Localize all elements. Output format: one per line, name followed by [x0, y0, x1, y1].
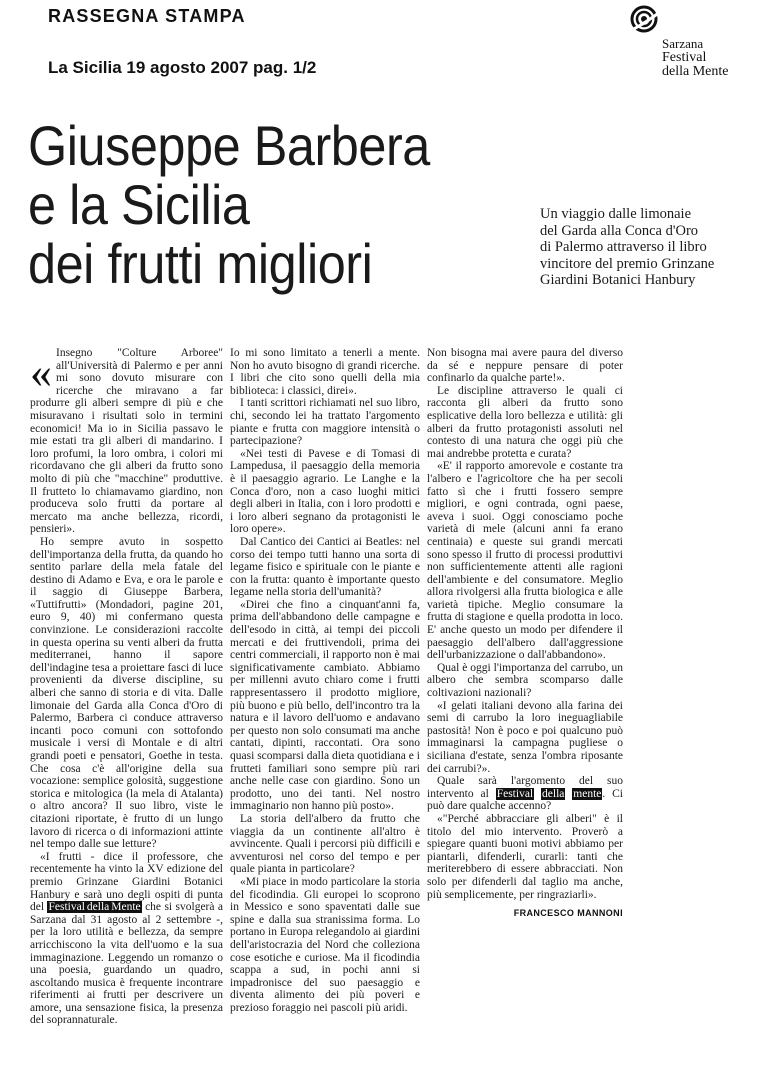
festival-highlight: Festival	[48, 901, 85, 914]
paragraph: I tanti scrittori richiamati nel suo libro, chi, secondo lei ha trattato l'argomento piante e frutta con maggiore intensità o partecipazione?	[230, 397, 420, 448]
paragraph: Quale sarà l'argomento del suo intervento al Festival della mente. Ci può dare qualche accenno?	[427, 775, 624, 813]
festival-highlight: Festival	[496, 787, 534, 800]
source-line: La Sicilia 19 agosto 2007 pag. 1/2	[48, 58, 317, 77]
spiral-icon	[622, 4, 666, 38]
paragraph: «E' il rapporto amorevole e costante tra l'albero e l'agricoltore che ha per secoli fatto sì che i frutti fossero sempre migliori, e ogni contrada, ogni paese, aveva i suoi. Oggi conosciamo poche varietà di mele (alcuni anni fa erano centinaia) e queste sui grandi mercati sono spesso il frutto di processi produttivi non sufficientemente attenti alle ragioni dell'ambiente e del consumatore. Meglio allora rivolgersi alla frutta biologica e alle varietà tipiche. Meglio consumare la frutta di stagione e quella prodotta in loco. E' anche questo un modo per difendere il paesaggio dell'albero dall'aggressione dell'urbanizzazione o dall'abbandono».	[427, 460, 623, 662]
article-title	[28, 116, 430, 293]
logo-line-festival: Festival	[662, 50, 707, 65]
paragraph: Io mi sono limitato a tenerli a mente. Non ho avuto bisogno di grandi ricerche. I libri che cito sono quelli della mia biblioteca: i classici, direi».	[230, 347, 420, 397]
paragraph: Qual è oggi l'importanza del carrubo, un albero che sembra scomparso dalle coltivazioni nazionali?	[427, 661, 623, 700]
opening-quote: «	[30, 348, 52, 397]
paragraph: Dal Cantico dei Cantici ai Beatles: nel corso dei tempo tutti hanno una sorta di legame fisico e spirituale con le piante e con la frutta: quanto è importante questo legame nella storia dell'umanità?	[230, 535, 420, 599]
paragraph: «Mi piace in modo particolare la storia del ficodindia. Gli europei lo scoprono in Messico e sono spaventati dalle sue spine e dalla sua stranissima forma. Lo portano in Europa relegandolo ai giardini dell'aristocrazia del Nord che colleziona cose esotiche e curiose. Ma il ficodindia scappa a sud, in pochi anni si impadronisce del suo paesaggio e diventa alimento dei più poveri e prezioso foraggio nei pascoli più aridi.	[230, 875, 421, 1014]
article-column-3	[427, 347, 623, 920]
paragraph: Non bisogna mai avere paura del diverso da sé e neppure pensare di poter confinarlo da qualche parte!».	[427, 347, 623, 385]
paragraph	[30, 347, 223, 536]
article-column-2	[230, 347, 420, 1014]
paragraph	[30, 851, 223, 1027]
paragraph: «Nei testi di Pavese e di Tomasi di Lampedusa, il paesaggio della memoria è il paesaggio agrario. Le Langhe e la Conca d'oro, non a caso luoghi mitici degli alberi in Italia, con i loro prodotti e i loro alberi segnano da protagonisti le loro opere».	[230, 447, 420, 536]
festival-highlight: della	[542, 787, 565, 800]
paragraph: Le discipline attraverso le quali ci racconta gli alberi da frutto sono esplicative della loro bellezza e utilità: gli alberi da frutto protagonisti assoluti nel contesto di una natura che oggi più che mai andrebbe protetta e curata?	[427, 384, 623, 460]
title-line: e la Sicilia	[28, 173, 250, 236]
title-line: dei frutti migliori	[28, 232, 373, 295]
article-column-1	[30, 347, 223, 1027]
title-line: Giuseppe Barbera	[28, 114, 430, 177]
paragraph-text: «I frutti - dice il professore, che recentemente ha vinto la XV edizione del premio Grinzane Giardini Botanici Hanbury e sarà uno degli ospiti di punta del	[30, 850, 223, 914]
festival-highlight: della	[86, 901, 110, 914]
logo-line-della-mente: della Mente	[662, 64, 729, 79]
paragraph: La storia dell'albero da frutto che viaggia da un continente all'altro è avvincente. Quali i percorsi più difficili e avventurosi nel corso del tempo e per quale pianta in particolare?	[230, 812, 420, 876]
subtitle-line: Un viaggio dalle limonaie	[540, 206, 692, 222]
paragraph-text: Quale sarà l'argomento del suo intervento al	[427, 775, 623, 800]
paragraph-text: che si svolgerà a Sarzana dal 31 agosto al 2 settembre -, per la loro utilità e bellezza, da sempre arricchiscono la vita dell'uomo e la sua immaginazione. Leggendo un romanzo o una poesia, guardando un quadro, ascoltando musica è frequente incontrare riferimenti ai frutti per descrivere un amore, una sensazione fisica, la presenza del soprannaturale.	[30, 901, 224, 1027]
subtitle-line: di Palermo attraverso il libro	[540, 239, 707, 255]
festival-highlight: mente	[573, 787, 602, 800]
paragraph: «Direi che fino a cinquant'anni fa, prima dell'abbandono delle campagne e dell'esodo in città, ai tempi dei piccoli mercati e dei fruttivendoli, prima dei centri commerciali, il rapporto non è mai significativamente cambiato. Abbiamo per millenni avuto chiaro come i frutti rappresentassero il prodotto migliore, più buono e più bello, dell'incontro tra la natura e il lavoro dell'uomo e andavano per questo non solo consumati ma anche cantati, dipinti, raccontati. Ora sono quasi scomparsi dalla dieta quotidiana e i frutteti familiari sono sempre più rari anche nelle case con giardino. Sono un prodotto, uno dei tanti. Nel nostro immaginario non hanno più posto».	[230, 598, 420, 813]
article-subtitle	[540, 206, 750, 289]
paragraph-text: Insegno "Colture Arboree" all'Università di Palermo e per anni mi sono dovuto misurare con ricerche che miravano a far produrre gli alberi sempre di più e che misuravano i risultati solo in termini economici! Ma io in Sicilia passavo le mie estati tra gli alberi di mandarino. I loro profumi, la loro ombra, i colori mi ricordavano che gli alberi da frutto sono molto di più che "macchine" produttive. Il frutteto lo chiamavamo giardino, non produceva solo frutti da portare al mercato ma anche bellezza, ricordi, pensieri».	[30, 347, 223, 536]
paragraph-text: Ci può dare qualche accenno?	[427, 787, 624, 813]
festival-highlight: Mente	[111, 901, 141, 914]
logo-line-sarzana: Sarzana	[662, 36, 704, 51]
paragraph: Ho sempre avuto in sospetto dell'importanza della frutta, da quando ho sentito parlare della mela fatale del destino di Adamo e Eva, e ora le parole e il saggio di Giuseppe Barbera, «Tuttifrutti» (Mondadori, pagine 201, euro 9, 40) mi confermano questa convinzione. Le considerazioni raccolte in questa operina su venti alberi da frutta mediterranei, hanno il sapore dell'indagine tesa a proiettare fasci di luce provenienti da diverse discipline, su alberi che sanno di storia e di vita. Dalle limonaie del Garda alla Conca d'Oro di Palermo, Barbera ci conduce attraverso incanti poco comuni con sottofondo musicale i versi di Montale e di altri grandi poeti e pensatori, Goethe in testa. Che cosa c'è all'origine della sua vocazione: semplice golosità, suggestione storica e mitologica (la mela di Atalanta) o altro ancora? Il suo libro, viste le citazioni riportate, è frutto di un lungo lavoro di ricerca o di informazioni attinte nel tempo dalle sue letture?	[30, 535, 224, 851]
press-review-label: RASSEGNA STAMPA	[48, 6, 246, 26]
paragraph: «I gelati italiani devono alla farina dei semi di carrubo la loro ineguagliabile pastosità! Non è poco e poi qualcuno può immaginarsi la campagna pugliese o siciliana d'estate, senza l'ombra riposante dei carrubi?».	[427, 699, 623, 775]
subtitle-line: Giardini Botanici Hanbury	[540, 272, 696, 288]
festival-logo	[622, 4, 742, 84]
author-byline: FRANCESCO MANNONI	[513, 908, 623, 919]
subtitle-line: del Garda alla Conca d'Oro	[540, 222, 699, 239]
paragraph: «"Perché abbracciare gli alberi" è il titolo del mio intervento. Proverò a spiegare quanti buoni motivi abbiamo per piantarli, difenderli, curarli: tanti che meriterebbero di essere abbracciati. Non solo per difenderli dal taglio ma anche, più semplicemente, per ringraziarli».	[427, 812, 623, 901]
subtitle-line: vincitore del premio Grinzane	[540, 255, 715, 272]
